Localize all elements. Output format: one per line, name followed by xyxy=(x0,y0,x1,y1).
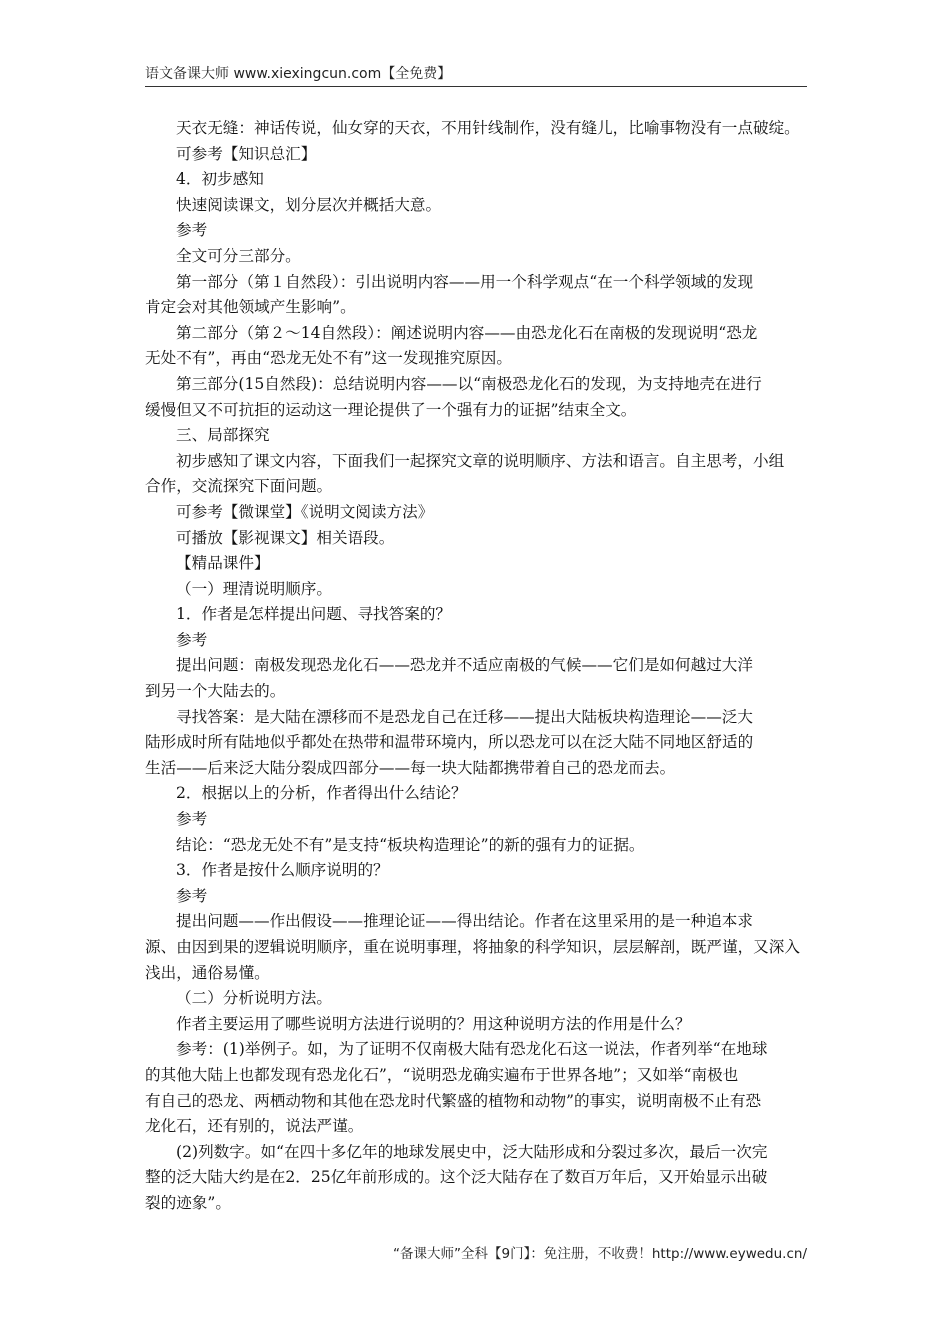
paragraph-line: 合作，交流探究下面问题。 xyxy=(145,477,333,496)
paragraph-line: （一）理清说明顺序。 xyxy=(176,579,332,598)
paragraph-line: 寻找答案：是大陆在漂移而不是恐龙自己在迁移——提出大陆板块构造理论——泛大 xyxy=(176,707,753,726)
paragraph-line: 参考：(1)举例子。如，为了证明不仅南极大陆有恐龙化石这一说法，作者列举“在地球 xyxy=(176,1040,768,1059)
paragraph-line: 第三部分(15自然段)：总结说明内容——以“南极恐龙化石的发现，为支持地壳在进行 xyxy=(176,374,762,393)
paragraph-line: 参考 xyxy=(176,886,208,905)
paragraph-line: 参考 xyxy=(176,221,208,240)
paragraph-line: 1．作者是怎样提出问题、寻找答案的？ xyxy=(176,605,452,624)
document-body xyxy=(145,116,811,1217)
paragraph-line: 作者主要运用了哪些说明方法进行说明的？用这种说明方法的作用是什么？ xyxy=(176,1014,691,1033)
paragraph-line: 生活——后来泛大陆分裂成四部分——每一块大陆都携带着自己的恐龙而去。 xyxy=(145,758,676,777)
paragraph-line: 可播放【影视课文】相关语段。 xyxy=(176,528,395,547)
paragraph-line: 浅出，通俗易懂。 xyxy=(145,963,270,982)
paragraph-line: 龙化石，还有别的，说法严谨。 xyxy=(145,1117,364,1136)
paragraph-line: 3．作者是按什么顺序说明的？ xyxy=(176,861,389,880)
paragraph-line: 陆形成时所有陆地似乎都处在热带和温带环境内，所以恐龙可以在泛大陆不同地区舒适的 xyxy=(145,733,754,752)
paragraph-line: 提出问题：南极发现恐龙化石——恐龙并不适应南极的气候——它们是如何越过大洋 xyxy=(176,656,753,675)
paragraph-line: 第二部分（第２～14自然段）：阐述说明内容——由恐龙化石在南极的发现说明“恐龙 xyxy=(176,323,758,342)
paragraph-line: 有自己的恐龙、两栖动物和其他在恐龙时代繁盛的植物和动物”的事实，说明南极不止有恐 xyxy=(145,1091,762,1110)
paragraph-line: 源、由因到果的逻辑说明顺序，重在说明事理，将抽象的科学知识，层层解剖，既严谨，又深入 xyxy=(145,938,800,956)
paragraph-line: 裂的迹象”。 xyxy=(145,1193,231,1212)
paragraph-line: 提出问题——作出假设——推理论证——得出结论。作者在这里采用的是一种追本求 xyxy=(176,912,753,931)
paragraph-line: 整的泛大陆大约是在2．25亿年前形成的。这个泛大陆存在了数百万年后，又开始显示出破 xyxy=(145,1168,768,1187)
paragraph-line: 可参考【知识总汇】 xyxy=(176,144,317,163)
paragraph-line: 【精品课件】 xyxy=(176,554,270,573)
paragraph-line: 的其他大陆上也都发现有恐龙化石”，“说明恐龙确实遍布于世界各地”；又如举“南极也 xyxy=(145,1065,739,1084)
paragraph-line: 参考 xyxy=(176,630,208,649)
paragraph-line: 第一部分（第１自然段）：引出说明内容——用一个科学观点“在一个科学领域的发现 xyxy=(176,272,754,291)
paragraph-line: 初步感知了课文内容，下面我们一起探究文章的说明顺序、方法和语言。自主思考，小组 xyxy=(176,451,785,470)
paragraph-line: 结论：“恐龙无处不有”是支持“板块构造理论”的新的强有力的证据。 xyxy=(176,835,645,854)
paragraph-line: 2．根据以上的分析，作者得出什么结论？ xyxy=(176,784,467,803)
paragraph-line: 到另一个大陆去的。 xyxy=(145,682,286,701)
paragraph-line: 快速阅读课文，划分层次并概括大意。 xyxy=(176,195,442,214)
paragraph-line: 三、局部探究 xyxy=(176,426,270,445)
paragraph-line: 全文可分三部分。 xyxy=(176,246,301,265)
page-header: 语文备课大师 www.xiexingcun.com【全免费】 xyxy=(145,66,452,82)
page-footer: “备课大师”全科【9门】：免注册，不收费！http://www.eywedu.cn/ xyxy=(393,1246,807,1262)
header-divider xyxy=(145,86,807,87)
paragraph-line: 4．初步感知 xyxy=(176,170,264,189)
paragraph-line: （二）分析说明方法。 xyxy=(176,989,332,1008)
paragraph-line: 缓慢但又不可抗拒的运动这一理论提供了一个强有力的证据”结束全文。 xyxy=(145,400,637,419)
paragraph-line: 肯定会对其他领域产生影响”。 xyxy=(145,298,356,317)
paragraph-line: (2)列数字。如“在四十多亿年的地球发展史中，泛大陆形成和分裂过多次，最后一次完 xyxy=(176,1142,768,1161)
paragraph-line: 可参考【微课堂】《说明文阅读方法》 xyxy=(176,502,434,521)
paragraph-line: 参考 xyxy=(176,810,208,829)
paragraph-line: 无处不有”，再由“恐龙无处不有”这一发现推究原因。 xyxy=(145,349,512,368)
paragraph-line: 天衣无缝：神话传说，仙女穿的天衣，不用针线制作，没有缝儿，比喻事物没有一点破绽。 xyxy=(176,119,800,137)
